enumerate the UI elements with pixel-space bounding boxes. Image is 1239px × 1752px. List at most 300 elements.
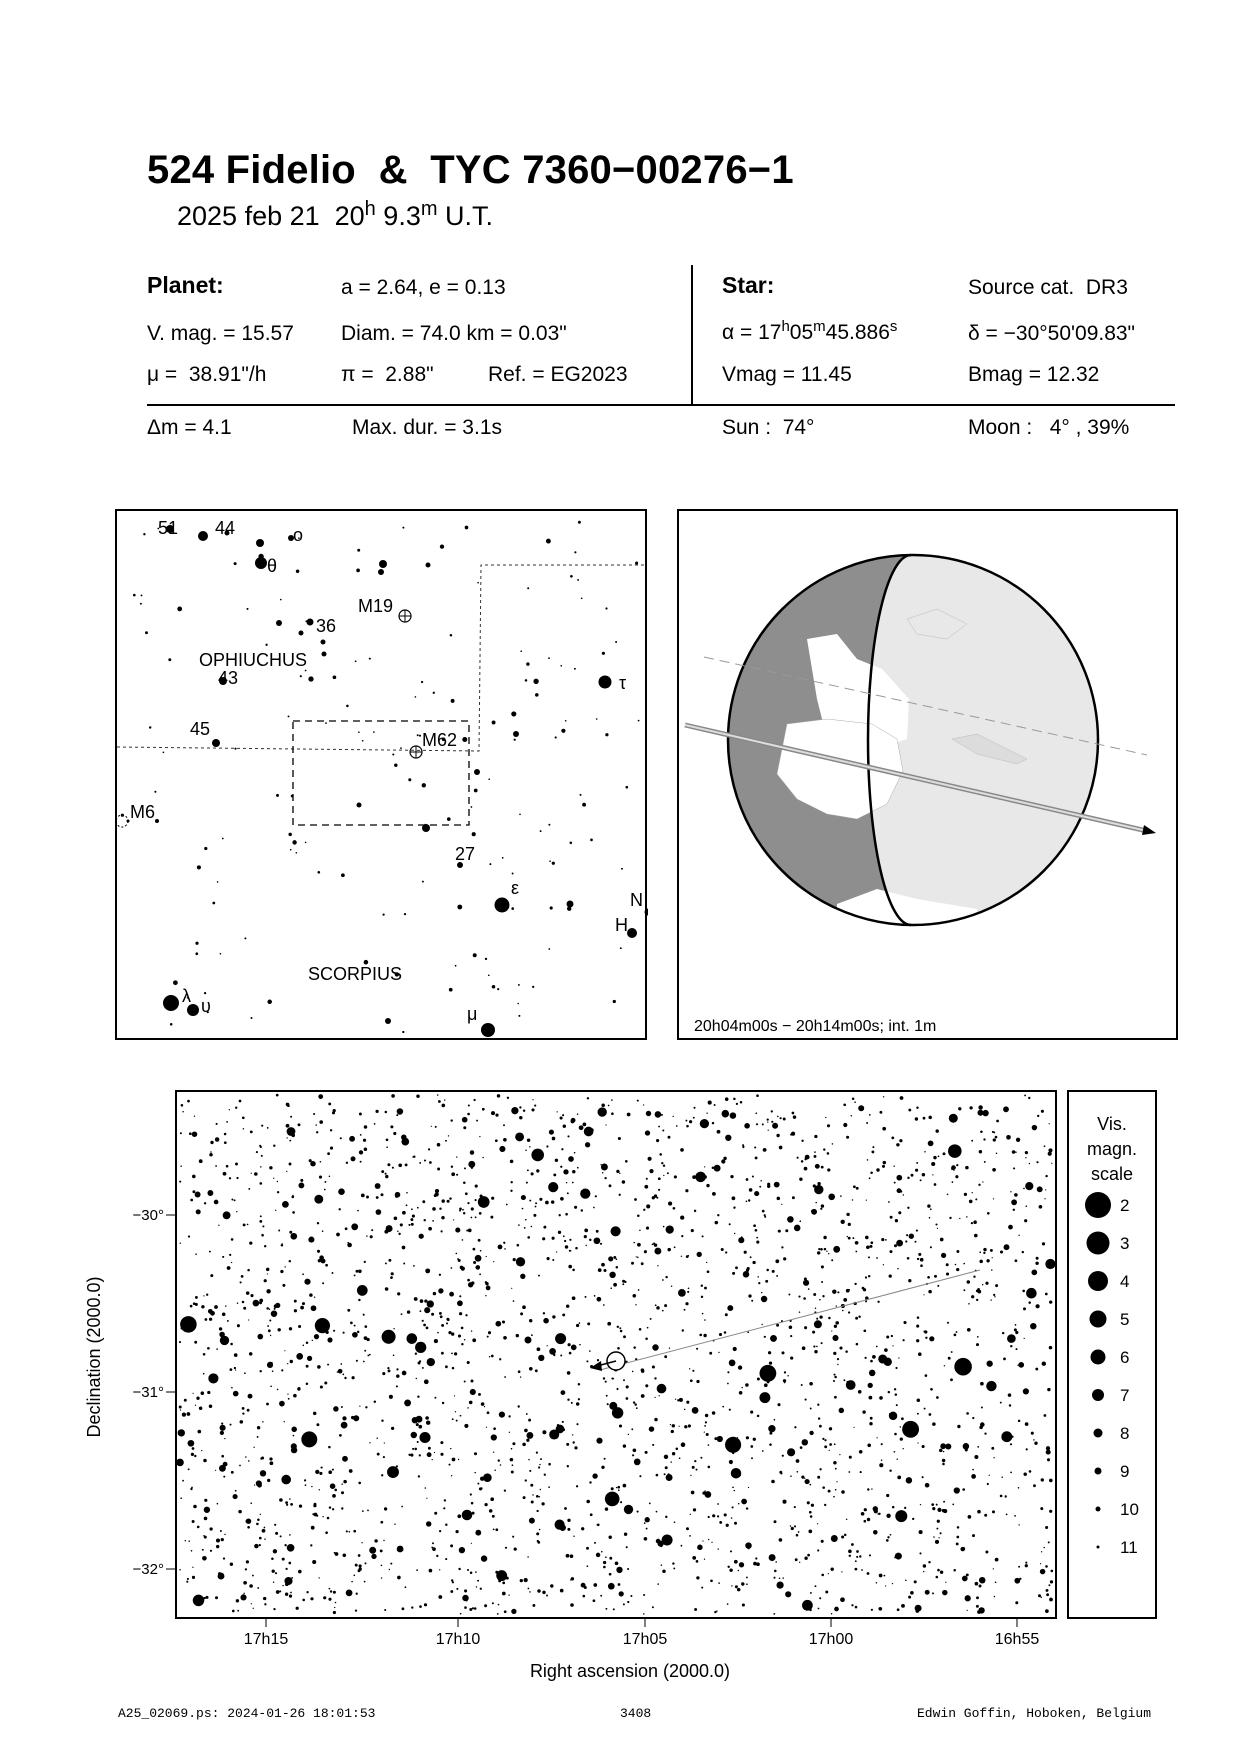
chart-star <box>938 1155 940 1157</box>
chart-star <box>581 1209 583 1211</box>
finder-star <box>198 531 208 541</box>
chart-star <box>353 1530 356 1533</box>
chart-star <box>223 1557 225 1559</box>
chart-star <box>249 1584 253 1588</box>
chart-star <box>525 1479 527 1481</box>
finder-star <box>422 881 424 883</box>
chart-star <box>900 1190 902 1192</box>
chart-star <box>851 1604 853 1606</box>
chart-star <box>362 1510 364 1512</box>
chart-star <box>432 1207 436 1211</box>
chart-star <box>546 1595 548 1597</box>
chart-star <box>781 1204 782 1205</box>
chart-star <box>879 1396 883 1400</box>
chart-star <box>431 1547 433 1549</box>
chart-star <box>1045 1175 1047 1177</box>
chart-star <box>360 1161 362 1163</box>
chart-star <box>351 1223 358 1230</box>
finder-star <box>560 665 562 667</box>
chart-star <box>601 1104 605 1108</box>
chart-star <box>209 1527 212 1530</box>
chart-star <box>464 1424 468 1428</box>
chart-star <box>335 1602 337 1604</box>
chart-star <box>825 1117 826 1118</box>
chart-star <box>192 1190 195 1193</box>
chart-star <box>1033 1439 1035 1441</box>
chart-star <box>701 1285 703 1287</box>
chart-star <box>694 1460 696 1462</box>
chart-star <box>1047 1388 1050 1391</box>
chart-star <box>817 1549 819 1551</box>
chart-star <box>531 1226 533 1228</box>
chart-star <box>898 1211 901 1214</box>
chart-star <box>457 1514 461 1518</box>
finder-star <box>527 587 529 589</box>
chart-star <box>425 1268 430 1273</box>
chart-star <box>522 1305 526 1309</box>
chart-star <box>703 1334 706 1337</box>
chart-star <box>402 1371 407 1376</box>
chart-star <box>971 1474 976 1479</box>
finder-star <box>256 539 264 547</box>
chart-star <box>310 1544 312 1546</box>
chart-star <box>479 1136 480 1137</box>
chart-star <box>587 1322 590 1325</box>
chart-star <box>817 1476 820 1479</box>
star-dec: δ = −30°50'09.83" <box>968 322 1136 345</box>
chart-star <box>210 1550 212 1552</box>
chart-star <box>311 1526 315 1530</box>
chart-star <box>769 1554 776 1561</box>
chart-star <box>463 1212 465 1214</box>
chart-star <box>742 1387 743 1388</box>
chart-star <box>662 1129 664 1131</box>
chart-star <box>971 1222 973 1224</box>
chart-star <box>727 1371 729 1373</box>
chart-star <box>332 1494 336 1498</box>
sun-elongation: Sun : 74° <box>722 416 815 439</box>
chart-star <box>593 1207 595 1209</box>
chart-star <box>918 1253 921 1256</box>
chart-star <box>576 1324 579 1327</box>
chart-star <box>491 1111 495 1115</box>
chart-star <box>552 1237 555 1240</box>
chart-star <box>314 1296 315 1297</box>
chart-star <box>985 1282 988 1285</box>
chart-star <box>897 1268 899 1270</box>
chart-star <box>684 1309 686 1311</box>
chart-star <box>552 1315 555 1318</box>
chart-star <box>509 1432 510 1433</box>
chart-star <box>776 1324 779 1327</box>
chart-star <box>416 1378 417 1379</box>
chart-star <box>187 1578 189 1580</box>
chart-star <box>471 1207 474 1210</box>
chart-star <box>1024 1094 1026 1096</box>
chart-star <box>439 1274 441 1276</box>
chart-star <box>352 1376 355 1379</box>
chart-star <box>251 1603 252 1604</box>
chart-star <box>1025 1182 1033 1190</box>
chart-star <box>426 1420 430 1424</box>
chart-star <box>704 1175 707 1178</box>
chart-star <box>816 1318 818 1320</box>
chart-star <box>774 1520 777 1523</box>
chart-star <box>742 1603 745 1606</box>
chart-star <box>329 1175 331 1177</box>
chart-star <box>787 1216 794 1223</box>
chart-star <box>456 1156 457 1157</box>
chart-star <box>748 1487 749 1488</box>
chart-star <box>452 1367 455 1370</box>
chart-star <box>468 1229 472 1233</box>
finder-star <box>400 747 402 749</box>
chart-star <box>943 1451 944 1452</box>
chart-star <box>415 1353 417 1355</box>
chart-star <box>942 1590 948 1596</box>
chart-star <box>1025 1422 1029 1426</box>
chart-star <box>300 1183 303 1186</box>
chart-star <box>194 1455 196 1457</box>
chart-star <box>740 1101 743 1104</box>
chart-star <box>461 1343 463 1345</box>
chart-star <box>794 1426 796 1428</box>
chart-star <box>489 1509 493 1513</box>
chart-star <box>901 1417 904 1420</box>
chart-star <box>290 1592 292 1594</box>
chart-star <box>854 1101 856 1103</box>
chart-star <box>574 1446 577 1449</box>
dec-tick-32: −32° <box>132 1561 164 1578</box>
chart-star <box>927 1276 930 1279</box>
chart-star <box>1042 1361 1046 1365</box>
chart-star <box>690 1379 693 1382</box>
chart-star <box>490 1216 493 1219</box>
chart-star <box>622 1180 625 1183</box>
chart-star <box>645 1517 650 1522</box>
chart-star <box>971 1295 974 1298</box>
chart-star <box>301 1431 317 1447</box>
chart-star <box>259 1220 262 1223</box>
chart-star <box>604 1177 606 1179</box>
date-text: 2025 feb 21 20 <box>177 201 365 231</box>
chart-star <box>865 1276 867 1278</box>
chart-star <box>545 1201 549 1205</box>
chart-star <box>1000 1402 1002 1404</box>
chart-star <box>846 1213 849 1216</box>
chart-star <box>397 1576 401 1580</box>
chart-star <box>863 1329 866 1332</box>
chart-star <box>764 1336 765 1337</box>
chart-star <box>402 1211 406 1215</box>
chart-star <box>1022 1251 1024 1253</box>
chart-star <box>633 1346 635 1348</box>
chart-star <box>907 1257 910 1260</box>
chart-star <box>1043 1547 1044 1548</box>
finder-star <box>415 696 417 698</box>
chart-star <box>484 1604 487 1607</box>
chart-star <box>691 1491 695 1495</box>
label-upsilon: υ <box>201 996 211 1016</box>
chart-star <box>193 1595 205 1607</box>
chart-star <box>246 1518 251 1523</box>
chart-star <box>568 1265 572 1269</box>
chart-star <box>616 1266 619 1269</box>
chart-star <box>350 1322 353 1325</box>
chart-star <box>689 1368 690 1369</box>
chart-star <box>445 1140 447 1142</box>
finder-star <box>555 736 557 738</box>
chart-star <box>772 1270 775 1273</box>
chart-star <box>439 1312 442 1315</box>
chart-star <box>381 1577 382 1578</box>
chart-star <box>289 1594 292 1597</box>
chart-star <box>479 1273 481 1275</box>
chart-star <box>516 1334 519 1337</box>
chart-star <box>216 1545 219 1548</box>
chart-star <box>928 1141 934 1147</box>
chart-star <box>492 1602 494 1604</box>
chart-star <box>885 1585 886 1586</box>
chart-star <box>355 1564 358 1567</box>
finder-star <box>267 1000 272 1005</box>
chart-star <box>1015 1601 1018 1604</box>
chart-star <box>534 1105 536 1107</box>
chart-star <box>1041 1596 1043 1598</box>
chart-star <box>451 1166 453 1168</box>
chart-star <box>1037 1115 1039 1117</box>
chart-star <box>276 1094 279 1097</box>
chart-star <box>475 1185 478 1188</box>
chart-star <box>209 1153 213 1157</box>
finder-star <box>519 813 521 815</box>
chart-star <box>209 1405 213 1409</box>
chart-star <box>327 1364 329 1366</box>
chart-star <box>1001 1477 1002 1478</box>
chart-star <box>655 1111 662 1118</box>
chart-star <box>517 1244 520 1247</box>
chart-star <box>482 1157 484 1159</box>
chart-star <box>704 1431 705 1432</box>
label-tau: τ <box>619 673 627 693</box>
chart-star <box>756 1237 758 1239</box>
chart-star <box>243 1307 246 1310</box>
chart-star <box>696 1560 699 1563</box>
chart-star <box>821 1204 824 1207</box>
scale-mag-label: 8 <box>1120 1424 1130 1443</box>
chart-star <box>636 1256 637 1257</box>
chart-star <box>856 1343 859 1346</box>
chart-star <box>798 1296 800 1298</box>
chart-star <box>618 1137 621 1140</box>
chart-star <box>215 1137 219 1141</box>
chart-star <box>712 1514 715 1517</box>
chart-star <box>753 1224 756 1227</box>
chart-star <box>499 1412 505 1418</box>
chart-star <box>605 1124 606 1125</box>
chart-star <box>319 1489 320 1490</box>
chart-star <box>1040 1563 1041 1564</box>
chart-star <box>679 1457 681 1459</box>
chart-star <box>462 1117 468 1123</box>
finder-star <box>296 570 300 574</box>
chart-star <box>338 1369 343 1374</box>
chart-star <box>799 1562 800 1563</box>
chart-star <box>243 1223 246 1226</box>
chart-star <box>696 1576 699 1579</box>
chart-star <box>822 1295 824 1297</box>
chart-star <box>991 1269 993 1271</box>
chart-star <box>808 1530 812 1534</box>
chart-star <box>686 1125 689 1128</box>
chart-star <box>869 1396 873 1400</box>
chart-star <box>290 1503 293 1506</box>
chart-star <box>794 1525 796 1527</box>
chart-star <box>267 1325 269 1327</box>
finder-star <box>447 817 451 821</box>
chart-star <box>188 1468 190 1470</box>
chart-star <box>969 1200 973 1204</box>
chart-star <box>814 1320 822 1328</box>
chart-star <box>611 1112 614 1115</box>
chart-star <box>634 1459 641 1466</box>
chart-star <box>738 1570 740 1572</box>
chart-star <box>538 1496 540 1498</box>
chart-star <box>510 1458 514 1462</box>
chart-star <box>823 1148 825 1150</box>
chart-star <box>306 1591 308 1593</box>
chart-star <box>827 1152 830 1155</box>
max-duration: Max. dur. = 3.1s <box>352 416 502 439</box>
chart-star <box>259 1544 261 1546</box>
chart-star <box>281 1369 283 1371</box>
planet-vmag: V. mag. = 15.57 <box>147 322 294 345</box>
chart-star <box>752 1261 755 1264</box>
chart-star <box>471 1380 474 1383</box>
chart-star <box>586 1360 588 1362</box>
chart-star <box>643 1594 645 1596</box>
chart-star <box>474 1452 477 1455</box>
chart-star <box>645 1384 648 1387</box>
chart-star <box>584 1586 587 1589</box>
chart-star <box>925 1337 927 1339</box>
chart-star <box>261 1125 263 1127</box>
chart-star <box>671 1285 672 1286</box>
chart-star <box>655 1304 657 1306</box>
chart-star <box>484 1406 485 1407</box>
chart-star <box>826 1251 827 1252</box>
chart-star <box>542 1591 545 1594</box>
chart-star <box>334 1607 335 1608</box>
chart-star <box>872 1146 874 1148</box>
chart-star <box>253 1300 260 1307</box>
star-chart <box>80 1090 1180 1695</box>
chart-star <box>749 1188 753 1192</box>
chart-star <box>896 1143 899 1146</box>
chart-star <box>1011 1199 1017 1205</box>
chart-star <box>819 1425 822 1428</box>
chart-star <box>382 1330 396 1344</box>
chart-star <box>821 1342 823 1344</box>
chart-star <box>1040 1569 1046 1575</box>
chart-star <box>325 1331 328 1334</box>
chart-star <box>180 1316 197 1333</box>
chart-star <box>558 1231 561 1234</box>
chart-star <box>445 1365 448 1368</box>
chart-star <box>235 1107 237 1109</box>
chart-star <box>189 1132 192 1135</box>
chart-star <box>192 1567 193 1568</box>
chart-star <box>260 1166 262 1168</box>
chart-star <box>419 1454 421 1456</box>
chart-star <box>876 1582 878 1584</box>
chart-star <box>923 1571 924 1572</box>
chart-star <box>976 1596 979 1599</box>
chart-star <box>664 1304 667 1307</box>
chart-star <box>513 1300 515 1302</box>
chart-star <box>796 1459 800 1463</box>
chart-star <box>293 1435 295 1437</box>
chart-star <box>861 1569 863 1571</box>
chart-star <box>934 1275 937 1278</box>
chart-star <box>471 1281 474 1284</box>
chart-star <box>855 1560 857 1562</box>
chart-star <box>184 1399 187 1402</box>
finder-star <box>250 1017 252 1019</box>
chart-star <box>315 1124 316 1125</box>
chart-star <box>279 1498 283 1502</box>
chart-star <box>469 1608 472 1611</box>
chart-star <box>1012 1150 1016 1154</box>
chart-star <box>536 1532 539 1535</box>
chart-star <box>180 1409 181 1410</box>
chart-star <box>1036 1161 1038 1163</box>
chart-star <box>730 1112 736 1118</box>
chart-star <box>464 1606 467 1609</box>
finder-star <box>465 526 469 530</box>
chart-star <box>280 1270 283 1273</box>
chart-star <box>453 1219 454 1220</box>
chart-star <box>619 1327 621 1329</box>
chart-star <box>188 1235 190 1237</box>
chart-star <box>434 1339 438 1343</box>
chart-star <box>992 1257 993 1258</box>
chart-star <box>291 1443 297 1449</box>
chart-star <box>572 1170 575 1173</box>
chart-star <box>192 1576 195 1579</box>
chart-star <box>529 1367 533 1371</box>
chart-star <box>794 1225 801 1232</box>
scale-mag-label: 4 <box>1120 1272 1130 1291</box>
chart-star <box>989 1475 990 1476</box>
chart-star <box>306 1342 309 1345</box>
chart-star <box>446 1318 449 1321</box>
chart-star <box>951 1165 956 1170</box>
chart-star <box>811 1210 815 1214</box>
chart-star <box>528 1419 531 1422</box>
chart-star <box>928 1290 932 1294</box>
finder-star <box>549 860 551 862</box>
label-m6: M6 <box>130 802 156 822</box>
chart-star <box>254 1304 256 1306</box>
chart-star <box>822 1438 824 1440</box>
chart-star <box>666 1474 673 1481</box>
chart-star <box>685 1302 688 1305</box>
chart-star <box>813 1293 816 1296</box>
chart-star <box>300 1179 303 1182</box>
chart-star <box>955 1264 957 1266</box>
chart-star <box>730 1175 733 1178</box>
